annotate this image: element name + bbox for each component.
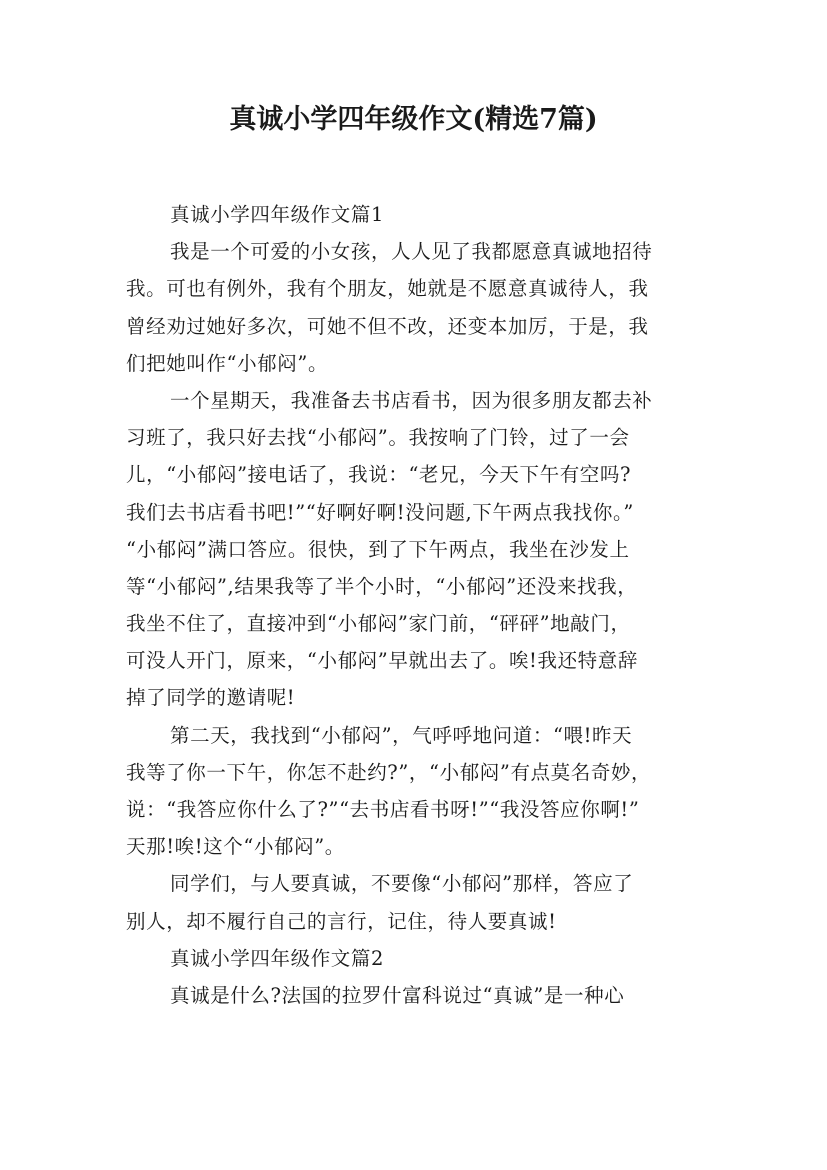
paragraph-line: 儿，“小郁闷”接电话了，我说：“老兄，今天下午有空吗? (126, 463, 632, 487)
paragraph-line: 真诚是什么?法国的拉罗什富科说过“真诚”是一种心 (170, 983, 625, 1007)
paragraph-line: 我们去书店看书吧!”“好啊好啊!没问题,下午两点我找你。” (126, 500, 634, 524)
document-body (126, 196, 706, 1014)
section-heading: 真诚小学四年级作文篇2 (170, 946, 385, 970)
paragraph-line: 我。可也有例外，我有个朋友，她就是不愿意真诚待人，我 (126, 277, 649, 301)
paragraph-line: 天那!唉!这个“小郁闷”。 (126, 835, 345, 859)
paragraph-line: “小郁闷”满口答应。很快，到了下午两点，我坐在沙发上 (126, 537, 630, 561)
paragraph-line: 可没人开门，原来，“小郁闷”早就出去了。唉!我还特意辞 (126, 649, 638, 673)
paragraph-line: 别人，却不履行自己的言行，记住，待人要真诚! (126, 909, 557, 933)
section-heading: 真诚小学四年级作文篇1 (170, 203, 385, 226)
paragraph-line: 我等了你一下午，你怎不赴约?”，“小郁闷”有点莫名奇妙， (126, 760, 652, 784)
paragraph-line: 我坐不住了，直接冲到“小郁闷”家门前，“砰砰”地敲门， (126, 612, 631, 636)
paragraph-line: 我是一个可爱的小女孩，人人见了我都愿意真诚地招待 (170, 240, 653, 264)
paragraph-line: 曾经劝过她好多次，可她不但不改，还变本加厉，于是，我 (126, 314, 649, 338)
document-title: 真诚小学四年级作文(精选7篇) (229, 104, 598, 135)
paragraph-line: 等“小郁闷”,结果我等了半个小时，“小郁闷”还没来找我， (126, 574, 638, 598)
paragraph-line: 同学们，与人要真诚，不要像“小郁闷”那样，答应了 (170, 872, 634, 896)
paragraph-line: 掉了同学的邀请呢! (126, 686, 296, 710)
paragraph-line: 说：“我答应你什么了?”“去书店看书呀!”“我没答应你啊!” (126, 798, 640, 821)
paragraph-line: 们把她叫作“小郁闷”。 (126, 351, 329, 375)
paragraph-line: 第二天，我找到“小郁闷”，气呼呼地问道：“喂!昨天 (170, 723, 633, 747)
paragraph-line: 一个星期天，我准备去书店看书，因为很多朋友都去补 (170, 388, 653, 412)
paragraph-line: 习班了，我只好去找“小郁闷”。我按响了门铃，过了一会 (126, 426, 630, 450)
